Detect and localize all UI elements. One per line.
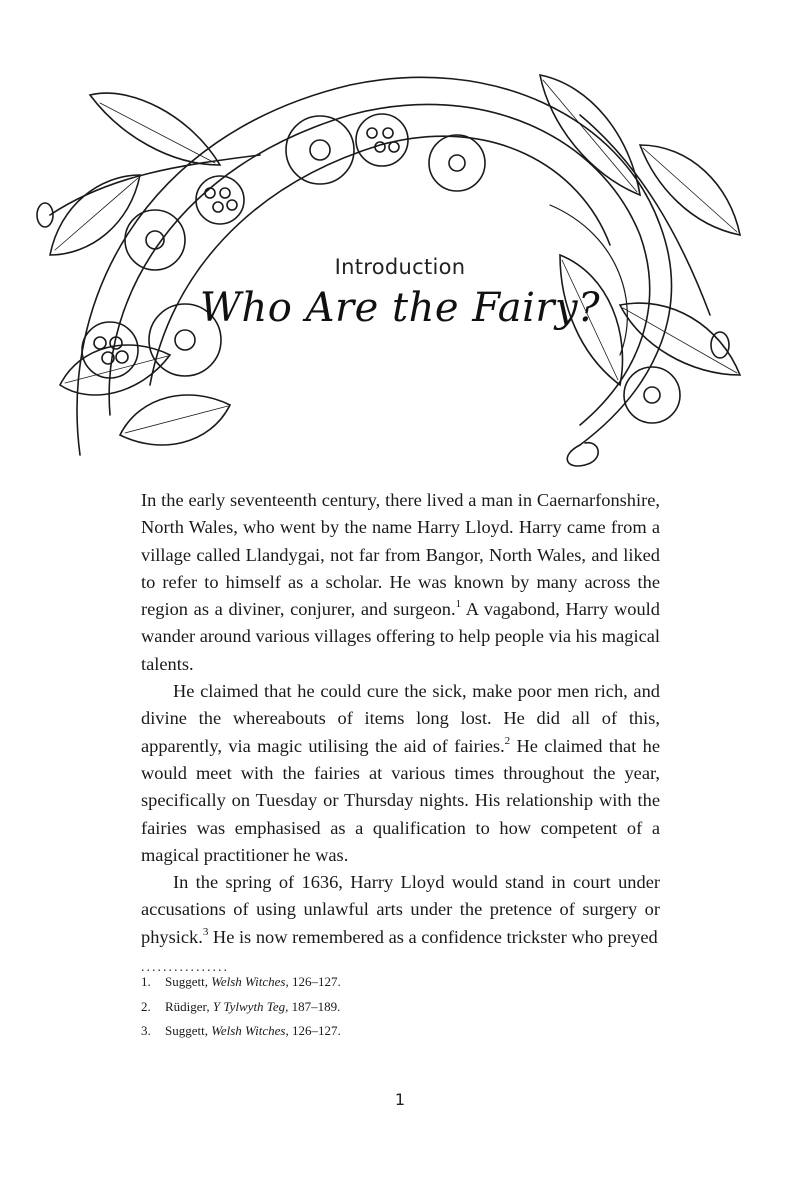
footnote-pages: , 126–127. (285, 1023, 341, 1038)
footnote-ref-1[interactable]: 1 (455, 598, 462, 611)
text-run: In the spring of 1636, Harry Lloyd would stand in court under accusations of using unlawful arts under the pretence of surgery or physick. (141, 872, 660, 947)
footnote-number: 1. (141, 974, 151, 989)
footnote-author: Suggett, (165, 974, 212, 989)
footnote-text (165, 970, 341, 995)
chapter-title: Who Are the Fairy? (199, 285, 601, 331)
chapter-label: Introduction (334, 255, 466, 279)
footnote-author: Suggett, (165, 1023, 212, 1038)
footnote-pages: , 187–189. (285, 998, 341, 1014)
footnotes (141, 970, 660, 1044)
text-run: He claimed that he could cure the sick, make poor men rich, and divine the whereabouts of items long lost. He did all of this, apparently, via magic utilising the aid of fairies. (141, 681, 660, 756)
footnote-item (141, 995, 660, 1020)
footnote-item (141, 970, 660, 995)
footnote-text (165, 1019, 341, 1044)
footnote-work: Y Tylwyth Teg (212, 998, 286, 1014)
chapter-heading (0, 255, 800, 331)
footnote-work: Welsh Witches (211, 1023, 286, 1038)
text-run: He is now remembered as a confidence trickster who preyed (208, 926, 658, 947)
footnote-ref-3[interactable]: 3 (202, 925, 209, 938)
text-run: A vagabond, Harry would wander around various villages offering to help people via his magical talents. (141, 599, 660, 674)
footnote-text (165, 995, 340, 1020)
text-run: He claimed that he would meet with the fairies at various times throughout the year, specifically on Tuesday or Thursday nights. His relationship with the fairies was emphasised as a qualification to how competent of a magical practitioner he was. (141, 735, 660, 865)
footnote-work: Welsh Witches (211, 974, 286, 989)
footnote-number: 2. (141, 998, 151, 1014)
footnote-ref-2[interactable]: 2 (504, 734, 511, 747)
paragraph-2 (141, 678, 660, 869)
body-text (141, 487, 660, 951)
text-run: In the early seventeenth century, there lived a man in Caernarfonshire, North Wales, who went by the name Harry Lloyd. Harry came from a village called Llandygai, not far from Bangor, North Wales, and liked to refer to himself as a scholar. He was known by many across the region as a diviner, conjurer, and surgeon. (141, 490, 660, 620)
footnote-author: Rüdiger, (165, 998, 213, 1014)
footnote-divider: ................ (141, 960, 229, 975)
page-number: 1 (394, 1090, 406, 1109)
footnote-number: 3. (141, 1023, 151, 1038)
footnote-pages: , 126–127. (285, 974, 341, 989)
footnote-item (141, 1019, 660, 1044)
paragraph-3 (141, 869, 660, 951)
paragraph-1 (141, 487, 660, 678)
